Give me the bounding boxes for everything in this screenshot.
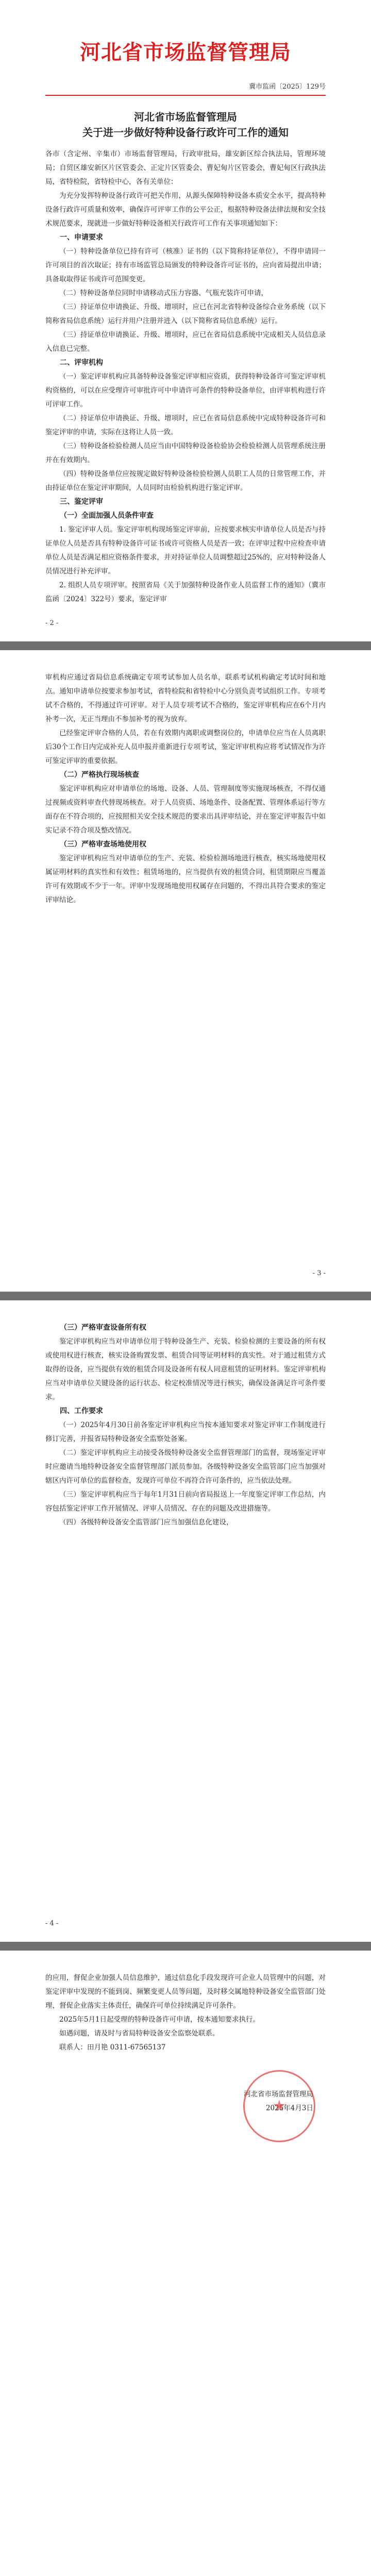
section-2-heading: 二、评审机构 xyxy=(60,359,103,367)
signing-date: 2025年4月3日 xyxy=(265,2104,313,2112)
intro-paragraph: 为充分发挥特种设备行政许可把关作用，从源头保障特种设备本质安全水平，提高特种设备行政许可质量和效率，确保许可评审工作的公平公正，根据特种设备法律法规和安全技术规范要求，现就进一步做好特种设备相关行政许可工作有关事项通知如下： xyxy=(45,192,326,228)
page-4-para-2: 2025年5月1日起受理的特种设备许可申请，按本通知要求执行。 xyxy=(59,2015,260,2024)
document-page-3 xyxy=(0,1300,371,1942)
page-number: - 4 - xyxy=(45,1920,59,1927)
section-3-sub-2-para: 鉴定评审机构应对申请单位的场地、设备、人员、管理制度等实施现场核查，不得仅通过视频或资料审查代替现场核查。对于人员资质、场地条件、设备配置、管理体系运行等方面存在不符合项的，应按照相关安全技术规范的要求出具评审结论，并在鉴定评审报告中如实记录不符合项及整改情况。 xyxy=(45,785,326,835)
page-number: - 2 - xyxy=(45,619,59,627)
section-1-para-1: （一）特种设备单位已持有许可（核准）证书的（以下简称持证单位），不得申请同一许可项目的首次取证；持有市场监管总局颁发的特种设备许可证书的，应向省局提出申请；具备取取得证书或许可范围变更。 xyxy=(45,247,326,283)
section-3-sub-4: （三）严格审查设备所有权 xyxy=(60,1324,146,1332)
section-4-para-3: （三）鉴定评审机构应当于每年1月31日前向省局报送上一年度鉴定评审工作总结，内容包括鉴定评审工作开展情况、评审人员情况、存在的问题及改进措施等。 xyxy=(45,1490,326,1513)
section-1-para-3: （三）持证单位申请换证、升级、增项时，应已在河北省特种设备综合业务系统（以下简称省局信息系统）运行并用户注册并进入（以下简称省局信息系统）运行。 xyxy=(45,303,326,325)
document-number: 冀市监函〔2025〕129号 xyxy=(249,83,326,91)
title-line-1: 河北省市场监督管理局 xyxy=(134,111,237,123)
page-2-para-2: 已经鉴定评审合格的人员，若在有效期内离职或调整岗位的，申请单位应当在人员离职后30个工作日内完成补充人员申报并重新进行专项考试，鉴定评审机构应将考试情况作为许可鉴定评审的重要依据。 xyxy=(45,729,326,765)
title-line-2: 关于进一步做好特种设备行政许可工作的通知 xyxy=(82,126,289,139)
official-seal xyxy=(243,2070,315,2142)
page-2-para-1: 审机构应通过省局信息系统确定专项考试参加人员名单，联系考试机构确定考试时间和地点。通知申请单位按要求参加考试，省特检院和省特检中心分别负责考试组织工作。专项考试不合格的，不得通过许可评审。对于人员专项考试不合格的，鉴定评审机构应在6个月内补考一次，无正当理由不参加补考的视为放弃。 xyxy=(45,673,326,723)
section-1-para-4: （三）持证单位申请换证、升级、增项时，应已在省局信息系统中完成相关人员信息录入信息已完整。 xyxy=(45,331,326,353)
section-2-para-4: （四）特种设备单位应按规定做好特种设备检验检测人员职工人员的日常管理工作，并由持证单位在鉴定评审期间，人员同时由检验机构进行鉴定评审。 xyxy=(45,470,326,492)
signature-block xyxy=(45,2088,326,2115)
section-4-para-4: （四）各级特种设备安全监管部门应当加强信息化建设， xyxy=(59,1518,233,1527)
signing-organization: 河北省市场监督管理局 xyxy=(244,2090,313,2098)
document-title xyxy=(45,109,326,140)
section-3-sub-3-para: 鉴定评审机构应当对申请单位的生产、充装、检验检测场地进行核查，核实场地使用权属证明材料的真实性和有效性；租赁场地的，应当提供有效的租赁合同，租赁期限应当覆盖许可有效期或不少于一年。评审中发现场地使用权属存在问题的，不得出具符合要求的鉴定评审结论。 xyxy=(45,854,326,904)
section-4-heading: 四、工作要求 xyxy=(60,1407,103,1415)
document-page-1 xyxy=(0,0,371,641)
section-2-para-1: （一）鉴定评审机构应具备特种设备鉴定评审相应资质，获得特种设备许可鉴定评审机构资格的，可以在应受理许可审批许可中申请许可条件的特种设备单位，由评审机构进行许可评审工作。 xyxy=(45,372,326,409)
section-4-para-1: （一）2025年4月30日前各鉴定评审机构应当按本通知要求对鉴定评审工作制度进行修订完善，并报省局特种设备安全监察处备案。 xyxy=(45,1421,326,1443)
page-4-para-1: 的应用，督促企业加强人员信息维护，通过信息化手段发现许可企业人员管理中的问题，对鉴定评审中发现的不能到岗、频繁变更人员等问题，及时移交属地特种设备安全监管部门处理，督促企业落实主体责任，确保许可单位持续满足许可条件。 xyxy=(45,1974,326,2010)
section-1-para-2: （二）特种设备单位同时申请移动式压力容器、气瓶充装许可申请， xyxy=(59,289,268,297)
section-3-item-2: 2. 组织人员专项评审。按照省局《关于加强特种设备作业人员监督工作的通知》（冀市监函〔2024〕322号）要求，鉴定评审 xyxy=(45,581,326,603)
red-divider xyxy=(45,95,326,96)
agency-header: 河北省市场监督管理局 xyxy=(80,40,291,64)
document-page-4 xyxy=(0,1951,371,2576)
section-1-heading: 一、申请要求 xyxy=(60,233,103,242)
section-4-para-2: （二）鉴定评审机构应主动接受各级特种设备安全监督管理部门的监督，现场鉴定评审时应邀请当地特种设备安全监督管理部门派员参加。各级特种设备安全监管部门应当加强对辖区内许可单位的监督检查，发现许可单位不再符合许可条件的，应当依法处理。 xyxy=(45,1449,326,1485)
contact-line: 联系人：田月艳 0311-67565137 xyxy=(59,2043,166,2052)
section-2-para-2: （二）持证单位申请换证、升级、增项时，应已在省局信息系统中完成特种设备许可和鉴定评审的申请，实际在这将让人员一致。 xyxy=(45,414,326,436)
salutation: 各市（含定州、辛集市）市场监督管理局，行政审批局，雄安新区综合执法局，管理环境局；自贸区雄安新区片区管委会、正定片区管委会、曹妃甸片区管委会，曹妃甸区行政执法局，省特检院，省特检中心，各有关单位： xyxy=(45,150,326,186)
section-3-sub-1: （一）全面加强人员条件审查 xyxy=(60,512,154,520)
document-page-2 xyxy=(0,650,371,1292)
section-3-sub-2: （二）严格执行现场核查 xyxy=(60,771,139,779)
page-number: - 3 - xyxy=(312,1269,326,1277)
section-2-para-3: （三）特种设备检验检测人员应当由中国特种设备检验协会检验检测人员管理系统注册并在有效期内。 xyxy=(45,442,326,464)
section-3-item-1: 1. 鉴定评审人员。鉴定评审机构现场鉴定评审前，应按要求核实申请单位人员是否与持证单位人员是否具有特种设备许可证书或许可资格人员是否一致；在评审过程中应检查申请单位人员是否满足相应资格条件要求，并对持证单位人员调整超过25%的，应对特种设备人员情况进行补充评审。 xyxy=(45,526,326,575)
section-3-sub-4-para: 鉴定评审机构应当对申请单位用于特种设备生产、充装、检验检测的主要设备的所有权或使用权进行核查，核实设备购置发票、租赁合同等证明材料的真实性。对于通过租赁方式取得的设备，应当提供有效的租赁合同及设备所有权人同意租赁的证明材料。鉴定评审机构应当对申请单位关键设备的运行状态、检定校准情况等进行核实，确保设备满足许可条件要求。 xyxy=(45,1337,326,1401)
section-3-heading: 三、鉴定评审 xyxy=(60,498,103,506)
section-3-sub-3: （三）严格审查场地使用权 xyxy=(60,840,146,849)
page-4-para-3: 如遇问题，请及时与省局特种设备安全监察处联系。 xyxy=(59,2029,220,2038)
